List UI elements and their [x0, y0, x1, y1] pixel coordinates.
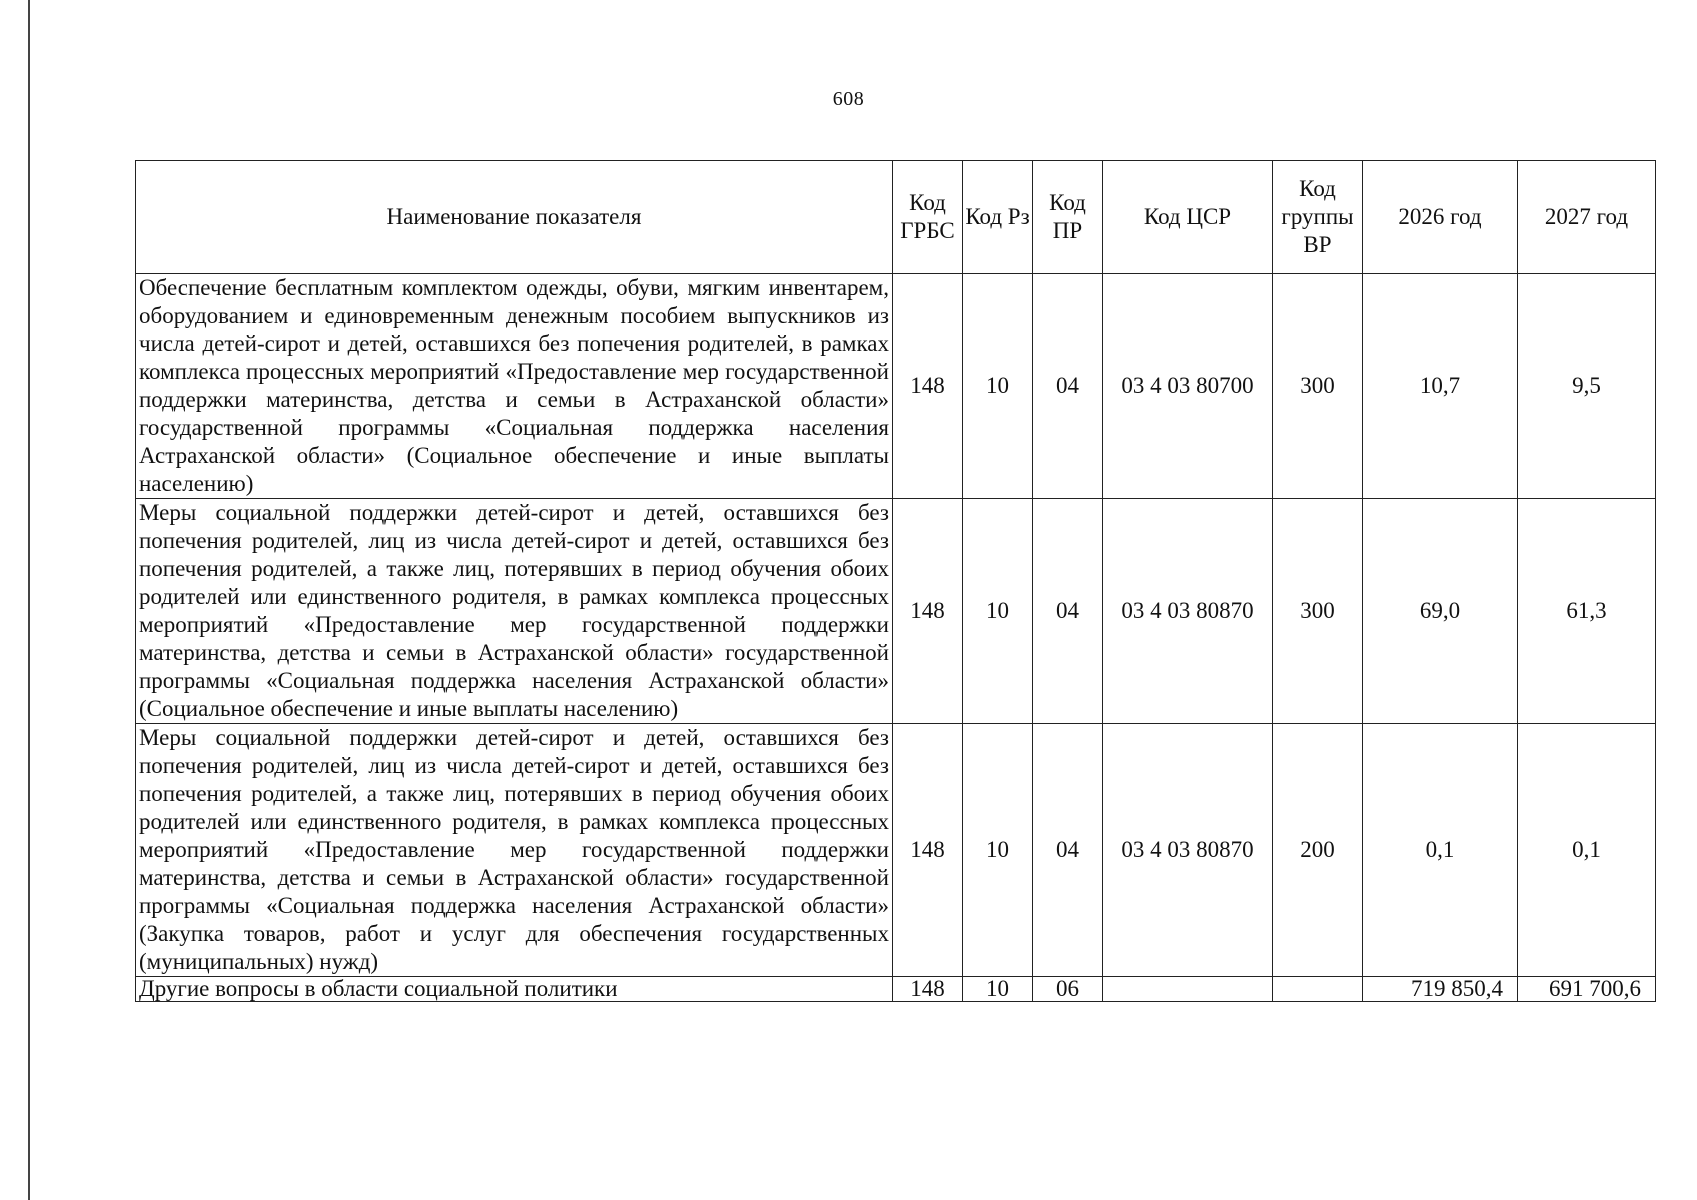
table-header-row — [136, 161, 1656, 274]
row-vr: 200 — [1273, 724, 1363, 977]
row-name: Другие вопросы в области социальной политики — [136, 977, 893, 1002]
row-csr: 03 4 03 80870 — [1103, 724, 1273, 977]
row-2026: 0,1 — [1363, 724, 1518, 977]
header-pr: Код ПР — [1033, 161, 1103, 274]
row-rz: 10 — [963, 499, 1033, 724]
table-row — [136, 977, 1656, 1002]
row-rz: 10 — [963, 274, 1033, 499]
row-grbs: 148 — [893, 977, 963, 1002]
row-name: Меры социальной поддержки детей-сирот и детей, оставшихся без попечения родителей, лиц из числа детей-сирот и детей, оставшихся без попечения родителей, а также лиц, потерявших в период обучения обоих родителей или единственного родителя, в рамках комплекса процессных мероприятий «Предоставление мер государственной поддержки материнства, детства и семьи в Астраханской области» государственной программы «Социальная поддержка населения Астраханской области» (Социальное обеспечение и иные выплаты населению) — [136, 499, 893, 724]
row-2027: 0,1 — [1518, 724, 1656, 977]
row-rz: 10 — [963, 724, 1033, 977]
row-pr: 04 — [1033, 724, 1103, 977]
header-csr: Код ЦСР — [1103, 161, 1273, 274]
table-row — [136, 274, 1656, 499]
row-csr: 03 4 03 80870 — [1103, 499, 1273, 724]
row-2027: 61,3 — [1518, 499, 1656, 724]
table-row — [136, 499, 1656, 724]
row-2026: 69,0 — [1363, 499, 1518, 724]
header-name: Наименование показателя — [136, 161, 893, 274]
page-number: 608 — [832, 88, 865, 110]
row-vr: 300 — [1273, 274, 1363, 499]
row-csr: 03 4 03 80700 — [1103, 274, 1273, 499]
row-name: Обеспечение бесплатным комплектом одежды, обуви, мягким инвентарем, оборудованием и единовременным денежным пособием выпускников из числа детей-сирот и детей, оставшихся без попечения родителей, в рамках комплекса процессных мероприятий «Предоставление мер государственной поддержки материнства, детства и семьи в Астраханской области» государственной программы «Социальная поддержка населения Астраханской области» (Социальное обеспечение и иные выплаты населению) — [136, 274, 893, 499]
row-vr — [1273, 977, 1363, 1002]
header-rz: Код Рз — [963, 161, 1033, 274]
binding-line — [28, 0, 30, 1200]
row-rz: 10 — [963, 977, 1033, 1002]
row-2027: 691 700,6 — [1518, 977, 1656, 1002]
header-2027: 2027 год — [1518, 161, 1656, 274]
row-name: Меры социальной поддержки детей-сирот и детей, оставшихся без попечения родителей, лиц из числа детей-сирот и детей, оставшихся без попечения родителей, а также лиц, потерявших в период обучения обоих родителей или единственного родителя, в рамках комплекса процессных мероприятий «Предоставление мер государственной поддержки материнства, детства и семьи в Астраханской области» государственной программы «Социальная поддержка населения Астраханской области» (Закупка товаров, работ и услуг для обеспечения государственных (муниципальных) нужд) — [136, 724, 893, 977]
row-pr: 06 — [1033, 977, 1103, 1002]
row-grbs: 148 — [893, 499, 963, 724]
header-2026: 2026 год — [1363, 161, 1518, 274]
header-vr: Код группы ВР — [1273, 161, 1363, 274]
table-row — [136, 724, 1656, 977]
header-grbs: Код ГРБС — [893, 161, 963, 274]
budget-table — [135, 160, 1656, 1002]
row-vr: 300 — [1273, 499, 1363, 724]
row-pr: 04 — [1033, 499, 1103, 724]
row-csr — [1103, 977, 1273, 1002]
row-2026: 719 850,4 — [1363, 977, 1518, 1002]
row-grbs: 148 — [893, 274, 963, 499]
row-2027: 9,5 — [1518, 274, 1656, 499]
row-pr: 04 — [1033, 274, 1103, 499]
row-2026: 10,7 — [1363, 274, 1518, 499]
row-grbs: 148 — [893, 724, 963, 977]
